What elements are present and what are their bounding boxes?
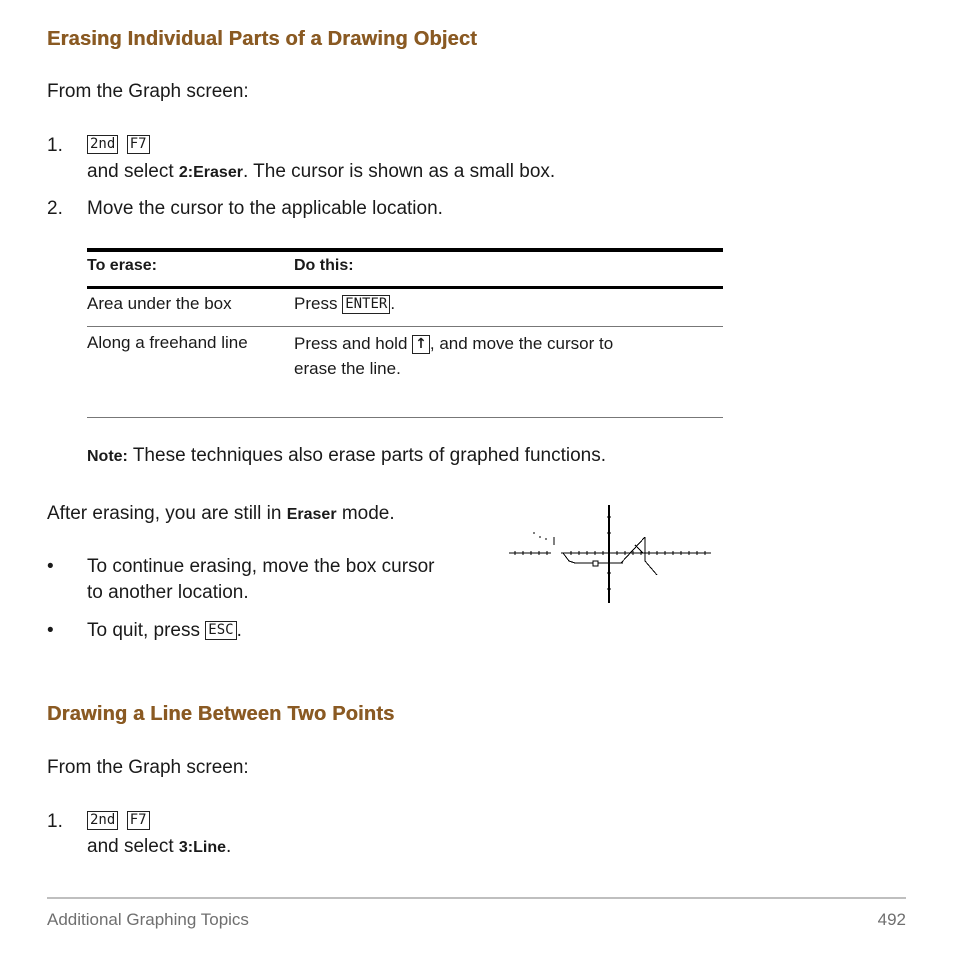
table-cell: Along a freehand line — [87, 333, 248, 352]
table-header-rule — [87, 286, 723, 289]
key-2nd: 2nd — [87, 811, 118, 830]
table-cell: Area under the box — [87, 294, 232, 313]
table-top-rule — [87, 248, 723, 252]
page-number: 492 — [877, 910, 906, 929]
section-heading-erasing: Erasing Individual Parts of a Drawing Object — [47, 28, 478, 50]
table-header: To erase: — [87, 257, 157, 274]
step-text: and select 3:Line. — [87, 836, 232, 857]
footer-title: Additional Graphing Topics — [47, 910, 249, 929]
key-sequence — [87, 811, 150, 830]
note: Note: These techniques also erase parts of graphed functions. — [87, 445, 607, 466]
intro-text: From the Graph screen: — [47, 81, 249, 102]
mode-eraser: Eraser — [286, 506, 337, 523]
section-heading-line: Drawing a Line Between Two Points — [47, 703, 395, 725]
table-row-rule — [87, 326, 723, 327]
graph-screen-image — [505, 503, 715, 607]
table-cell: erase the line. — [294, 359, 401, 378]
step-text: Move the cursor to the applicable location. — [87, 198, 443, 219]
bullet-icon: • — [47, 620, 54, 641]
table-header: Do this: — [294, 257, 354, 274]
step-number: 2. — [47, 198, 63, 219]
intro-text: From the Graph screen: — [47, 757, 249, 778]
after-text: After erasing, you are still in Eraser mode. — [47, 503, 395, 524]
key-esc: ESC — [205, 621, 236, 640]
step-number: 1. — [47, 811, 63, 832]
step-number: 1. — [47, 135, 63, 156]
key-2nd: 2nd — [87, 135, 118, 154]
bullet-text: to another location. — [87, 582, 249, 603]
menu-item-eraser: 2:Eraser — [178, 164, 243, 181]
bullet-text: To quit, press ESC . — [87, 620, 242, 641]
key-sequence — [87, 135, 150, 154]
footer-rule — [47, 897, 906, 899]
table-cell: Press and hold ↑ , and move the cursor to — [294, 334, 614, 353]
bullet-text: To continue erasing, move the box cursor — [87, 556, 435, 577]
key-f7: F7 — [127, 135, 150, 154]
table-bottom-rule — [87, 417, 723, 418]
key-enter: ENTER — [342, 295, 390, 314]
key-f7: F7 — [127, 811, 150, 830]
note-label: Note: — [87, 448, 128, 465]
step-text: and select 2:Eraser. The cursor is shown as a small box. — [87, 161, 556, 182]
bullet-icon: • — [47, 556, 54, 577]
key-up-arrow: ↑ — [412, 335, 430, 354]
table-cell: Press ENTER . — [294, 294, 396, 313]
menu-item-line: 3:Line — [178, 839, 227, 856]
